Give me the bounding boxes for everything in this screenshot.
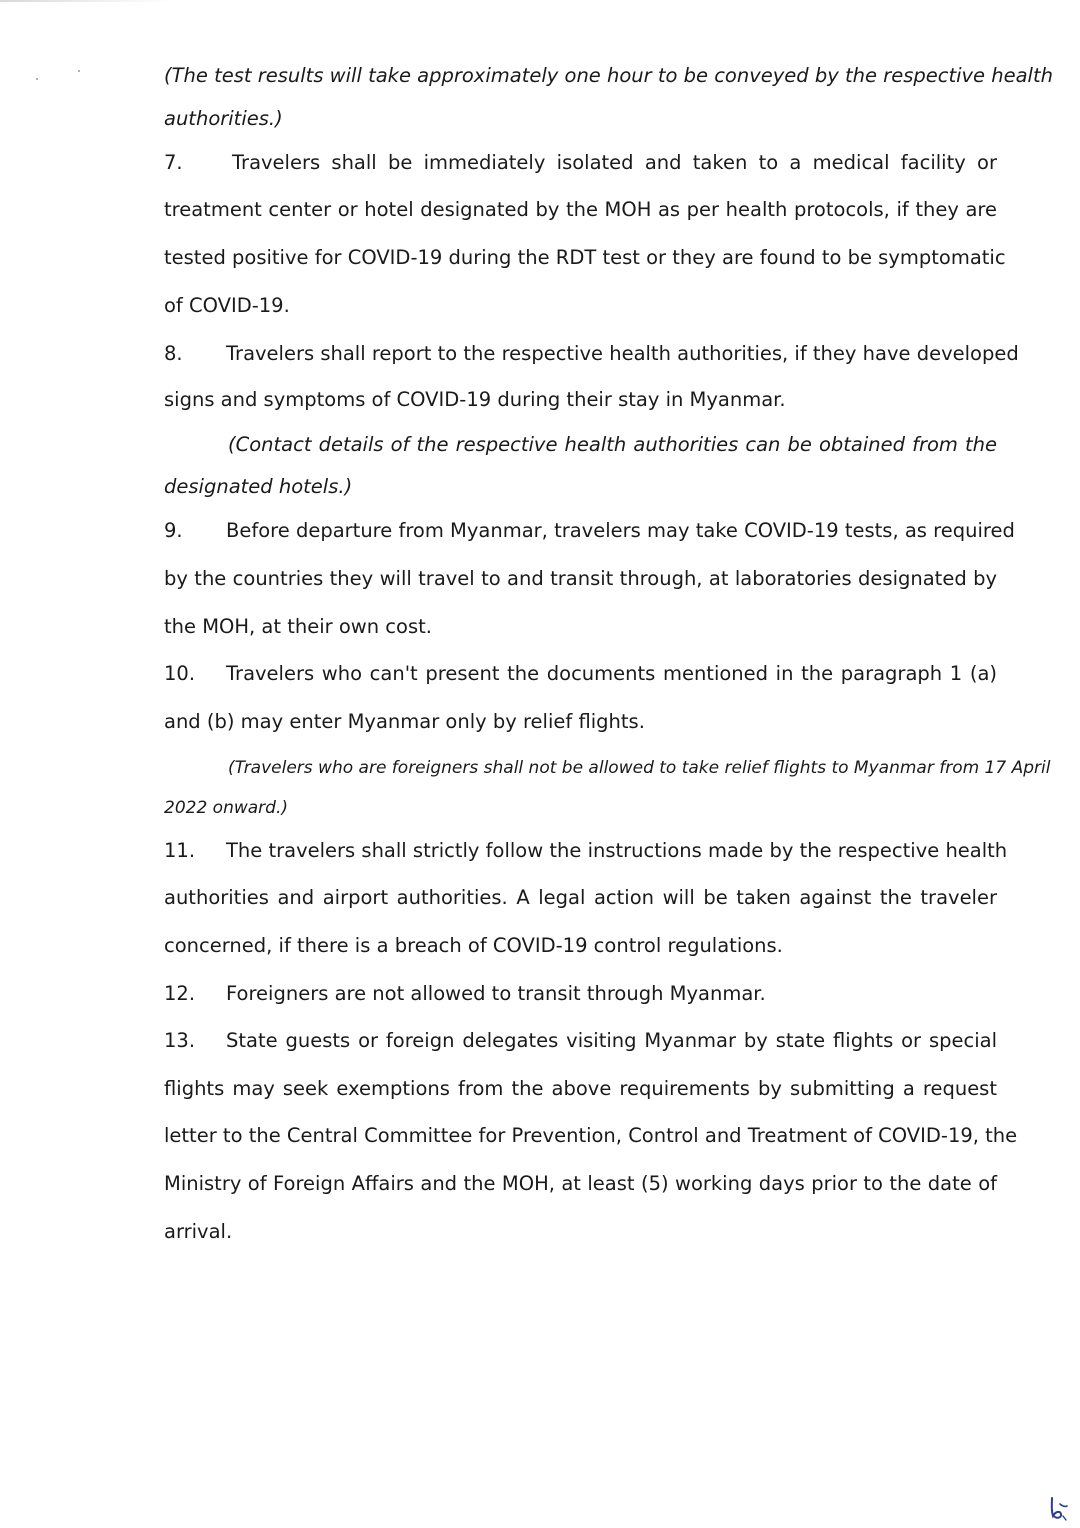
- scan-edge: [0, 0, 170, 2]
- para-13-text-1: State guests or foreign delegates visiting Myanmar by state flights or special: [226, 1029, 997, 1052]
- para-7-line-2: treatment center or hotel designated by the MOH as per health protocols, if they are: [164, 198, 997, 221]
- para-11-line-3: concerned, if there is a breach of COVID-19 control regulations.: [164, 934, 783, 957]
- para-11-line-1: [164, 839, 1008, 863]
- para-13-number: 13.: [164, 1029, 196, 1052]
- para-9-line-2: by the countries they will travel to and transit through, at laboratories designated by: [164, 567, 997, 590]
- para-7-text-1: Travelers shall be immediately isolated and taken to a medical facility or: [232, 151, 997, 174]
- para-12-line-1: [164, 982, 997, 1006]
- para-9-line-1: [164, 519, 1015, 543]
- para-8-line-1: [164, 342, 1019, 366]
- note-relief-line-1: (Travelers who are foreigners shall not be allowed to take relief flights to Myanmar from 17 April: [228, 758, 1051, 778]
- para-13-line-5: arrival.: [164, 1220, 233, 1243]
- handwritten-initials: [1046, 1494, 1070, 1522]
- para-10-line-2: and (b) may enter Myanmar only by relief flights.: [164, 710, 645, 733]
- para-8-number: 8.: [164, 342, 183, 365]
- para-9-text-1: Before departure from Myanmar, travelers may take COVID-19 tests, as required: [226, 519, 1015, 542]
- para-10-line-1: [164, 662, 997, 686]
- para-8-line-2: signs and symptoms of COVID-19 during their stay in Myanmar.: [164, 388, 786, 411]
- para-7-number: 7.: [164, 151, 183, 174]
- para-8-text-1: Travelers shall report to the respective health authorities, if they have developed: [226, 342, 1019, 365]
- para-13-line-3: letter to the Central Committee for Prevention, Control and Treatment of COVID-19, the: [164, 1124, 1018, 1147]
- note-test-results-line-2: authorities.): [164, 107, 283, 130]
- para-9-line-3: the MOH, at their own cost.: [164, 615, 432, 638]
- para-11-text-1: The travelers shall strictly follow the instructions made by the respective health: [226, 839, 1008, 862]
- note-contact-line-1: (Contact details of the respective health authorities can be obtained from the: [228, 433, 997, 456]
- scan-speck: [36, 78, 38, 80]
- para-7-line-1: [164, 151, 997, 175]
- para-13-line-2: flights may seek exemptions from the above requirements by submitting a request: [164, 1077, 997, 1100]
- para-13-line-4: Ministry of Foreign Affairs and the MOH, at least (5) working days prior to the date of: [164, 1172, 997, 1195]
- para-11-line-2: authorities and airport authorities. A legal action will be taken against the traveler: [164, 886, 997, 909]
- para-7-line-3: tested positive for COVID-19 during the RDT test or they are found to be symptomatic: [164, 246, 1006, 269]
- para-10-text-1: Travelers who can't present the documents mentioned in the paragraph 1 (a): [226, 662, 997, 685]
- note-relief-line-2: 2022 onward.): [164, 798, 288, 818]
- note-test-results-line-1: (The test results will take approximately one hour to be conveyed by the respective health: [164, 64, 1053, 87]
- para-11-number: 11.: [164, 839, 196, 862]
- para-12-number: 12.: [164, 982, 196, 1005]
- para-7-line-4: of COVID-19.: [164, 294, 290, 317]
- para-9-number: 9.: [164, 519, 183, 542]
- para-13-line-1: [164, 1029, 997, 1053]
- para-12-text-1: Foreigners are not allowed to transit through Myanmar.: [226, 982, 766, 1005]
- note-contact-line-2: designated hotels.): [164, 475, 353, 498]
- scan-speck: [78, 70, 80, 72]
- para-10-number: 10.: [164, 662, 196, 685]
